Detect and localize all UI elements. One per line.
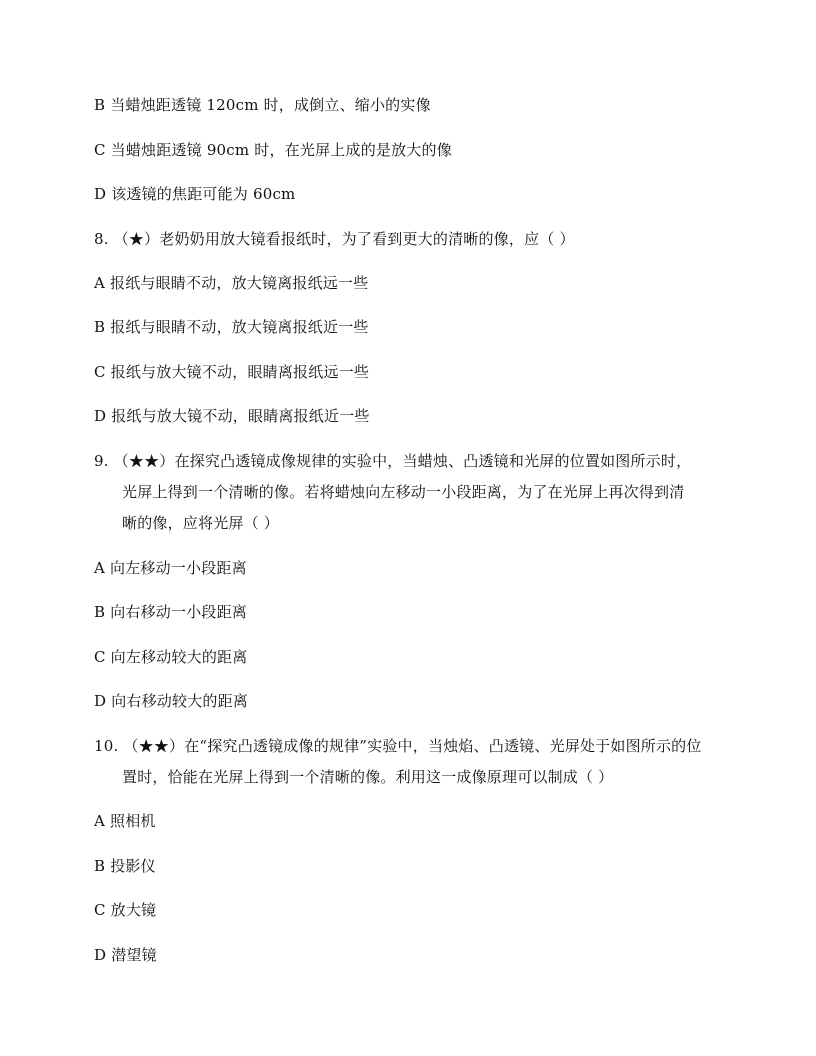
question-9-line-3: 晰的像，应将光屏（ ） — [122, 514, 279, 532]
option-b-q9: B 向右移动一小段距离 — [94, 603, 247, 621]
option-d-q8: D 报纸与放大镜不动，眼睛离报纸近一些 — [94, 407, 370, 425]
option-a-q10: A 照相机 — [94, 812, 156, 830]
option-c-q10: C 放大镜 — [94, 901, 157, 919]
option-d-q9: D 向右移动较大的距离 — [94, 692, 248, 710]
option-b-q7: B 当蜡烛距透镜 120cm 时，成倒立、缩小的实像 — [94, 96, 431, 114]
option-c-q8: C 报纸与放大镜不动，眼睛离报纸远一些 — [94, 363, 370, 381]
question-9-line-1: 9. （★★）在探究凸透镜成像规律的实验中，当蜡烛、凸透镜和光屏的位置如图所示时， — [94, 452, 692, 470]
question-10-line-2: 置时，恰能在光屏上得到一个清晰的像。利用这一成像原理可以制成（ ） — [122, 768, 614, 786]
question-9-line-2: 光屏上得到一个清晰的像。若将蜡烛向左移动一小段距离，为了在光屏上再次得到清 — [122, 483, 685, 501]
question-8: 8. （★）老奶奶用放大镜看报纸时，为了看到更大的清晰的像，应（ ） — [94, 230, 575, 248]
option-a-q9: A 向左移动一小段距离 — [94, 559, 247, 577]
option-a-q8: A 报纸与眼睛不动，放大镜离报纸远一些 — [94, 274, 369, 292]
question-10-line-1: 10. （★★）在“探究凸透镜成像的规律”实验中，当烛焰、凸透镜、光屏处于如图所示的位 — [94, 737, 702, 755]
option-d-q7: D 该透镜的焦距可能为 60cm — [94, 185, 296, 203]
option-d-q10: D 潜望镜 — [94, 946, 157, 964]
option-c-q9: C 向左移动较大的距离 — [94, 648, 248, 666]
option-b-q10: B 投影仪 — [94, 857, 156, 875]
option-c-q7: C 当蜡烛距透镜 90cm 时，在光屏上成的是放大的像 — [94, 141, 452, 159]
option-b-q8: B 报纸与眼睛不动，放大镜离报纸近一些 — [94, 318, 369, 336]
